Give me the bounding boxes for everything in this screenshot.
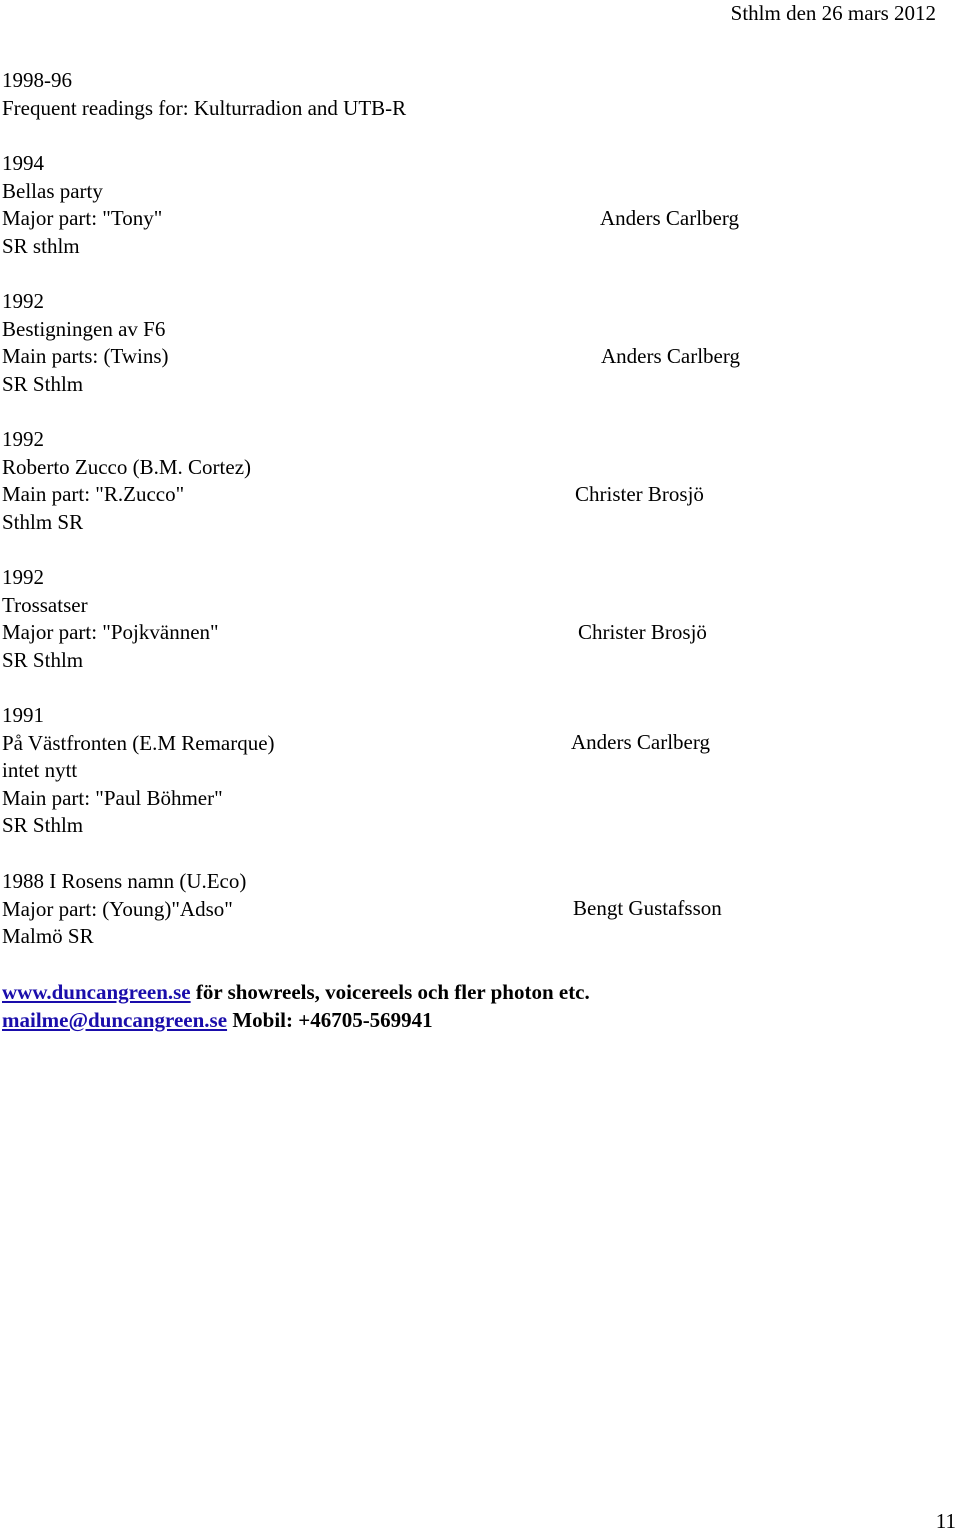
- entry-line: 1992: [2, 565, 44, 589]
- document-date: Sthlm den 26 mars 2012: [730, 1, 936, 25]
- entry-line: Bestigningen av F6: [2, 316, 166, 341]
- entry-line: SR Sthlm: [2, 371, 84, 396]
- entry-line: 1992: [2, 427, 44, 451]
- entry-bestigningen: [2, 288, 542, 398]
- page-number: 11: [935, 1509, 956, 1533]
- entry-line: SR sthlm: [2, 233, 80, 258]
- entry-trossatser: [2, 564, 542, 674]
- email-link[interactable]: mailme@duncangreen.se: [2, 1007, 228, 1032]
- website-line: [2, 979, 590, 1007]
- entry-line: SR Sthlm: [2, 813, 84, 838]
- entry-line: Main parts: (Twins): [2, 344, 169, 369]
- entry-line: Trossatser: [2, 592, 88, 617]
- entry-line: intet nytt: [2, 758, 78, 783]
- entry-readings: [2, 67, 542, 122]
- entry-line: Bellas party: [2, 178, 103, 203]
- mobile-text: Mobil: +46705-569941: [227, 1007, 433, 1032]
- entry-director: Christer Brosjö: [575, 482, 704, 506]
- entry-line: Major part: "Tony": [2, 206, 163, 231]
- entry-line: 1992: [2, 289, 44, 313]
- entry-line: Main part: "R.Zucco": [2, 482, 185, 507]
- entry-line: På Västfronten (E.M Remarque): [2, 730, 275, 755]
- email-line: [2, 1007, 590, 1035]
- entry-pa-vastfronten: [2, 702, 542, 840]
- entry-line: Main part: "Paul Böhmer": [2, 785, 223, 810]
- entry-rosens-namn: [2, 868, 542, 951]
- entry-director: Anders Carlberg: [601, 344, 740, 368]
- entry-line: 1998-96: [2, 68, 72, 92]
- entry-director: Bengt Gustafsson: [573, 896, 722, 920]
- entry-director: Christer Brosjö: [578, 620, 707, 644]
- entry-line: Malmö SR: [2, 924, 94, 949]
- entry-line: Sthlm SR: [2, 509, 84, 534]
- entry-director: Anders Carlberg: [571, 730, 710, 754]
- entry-line: SR Sthlm: [2, 647, 84, 672]
- website-suffix: för showreels, voicereels och fler photon etc.: [190, 980, 590, 1004]
- entry-line: 1991: [2, 703, 44, 727]
- entry-bellas-party: [2, 150, 542, 260]
- entry-roberto-zucco: [2, 426, 542, 536]
- entry-line: 1988 I Rosens namn (U.Eco): [2, 869, 247, 893]
- website-link[interactable]: www.duncangreen.se: [2, 980, 191, 1004]
- entry-line: Roberto Zucco (B.M. Cortez): [2, 454, 252, 479]
- entry-director: Anders Carlberg: [600, 206, 739, 230]
- entry-line: Major part: (Young)"Adso": [2, 896, 233, 921]
- entry-line: 1994: [2, 151, 44, 175]
- contact-footer: [2, 979, 590, 1034]
- entry-line: Frequent readings for: Kulturradion and UTB-R: [2, 95, 407, 120]
- entry-line: Major part: "Pojkvännen": [2, 620, 219, 645]
